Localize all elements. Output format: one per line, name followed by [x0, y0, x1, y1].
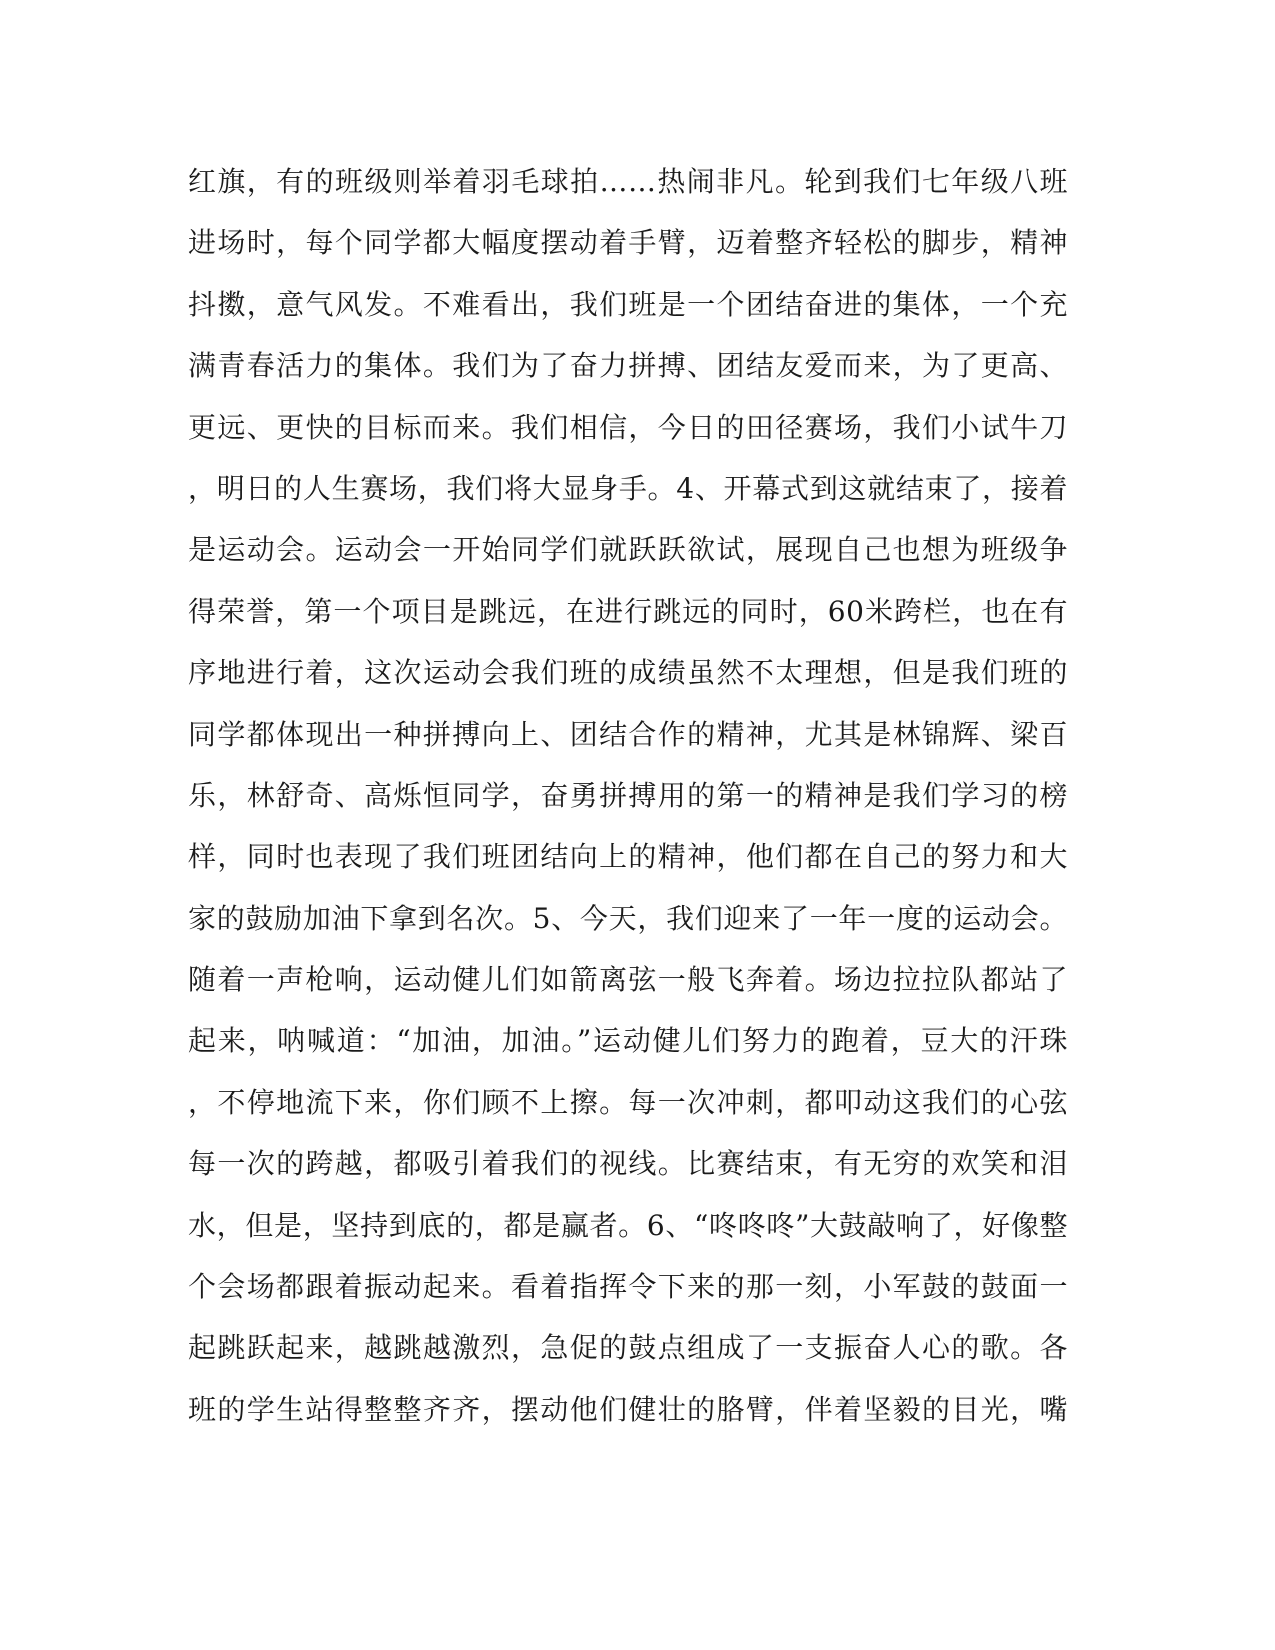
text-line: ，明日的人生赛场，我们将大显身手。4、开幕式到这就结束了，接着: [188, 471, 1068, 505]
text-line: 起跳跃起来，越跳越激烈，急促的鼓点组成了一支振奋人心的歌。各: [188, 1331, 1068, 1365]
text-line: 水，但是，坚持到底的，都是赢者。6、“咚咚咚”大鼓敲响了，好像整: [188, 1208, 1068, 1242]
text-line: 班的学生站得整整齐齐，摆动他们健壮的胳臂，伴着坚毅的目光，嘴: [188, 1392, 1068, 1426]
body-text: [188, 162, 1068, 1451]
text-line: 随着一声枪响，运动健儿们如箭离弦一般飞奔着。场边拉拉队都站了: [188, 963, 1068, 997]
text-line: 同学都体现出一种拼搏向上、团结合作的精神，尤其是林锦辉、梁百: [188, 717, 1068, 751]
text-line: 更远、更快的目标而来。我们相信，今日的田径赛场，我们小试牛刀: [188, 410, 1068, 444]
text-line: 进场时，每个同学都大幅度摆动着手臂，迈着整齐轻松的脚步，精神: [188, 226, 1068, 260]
text-line: 抖擞，意气风发。不难看出，我们班是一个团结奋进的集体，一个充: [188, 287, 1068, 321]
text-line: 乐，林舒奇、高烁恒同学，奋勇拼搏用的第一的精神是我们学习的榜: [188, 778, 1068, 812]
text-line: 起来，呐喊道：“加油，加油。”运动健儿们努力的跑着，豆大的汗珠: [188, 1024, 1068, 1058]
text-line: 红旗，有的班级则举着羽毛球拍……热闹非凡。轮到我们七年级八班: [188, 165, 1068, 198]
text-line: 每一次的跨越，都吸引着我们的视线。比赛结束，有无穷的欢笑和泪: [188, 1147, 1068, 1181]
text-line: 家的鼓励加油下拿到名次。5、今天，我们迎来了一年一度的运动会。: [188, 901, 1068, 935]
text-line: ，不停地流下来，你们顾不上擦。每一次冲刺，都叩动这我们的心弦: [188, 1085, 1068, 1119]
text-line: 样，同时也表现了我们班团结向上的精神，他们都在自己的努力和大: [188, 840, 1068, 874]
text-line: 序地进行着，这次运动会我们班的成绩虽然不太理想，但是我们班的: [188, 656, 1068, 690]
text-line: 是运动会。运动会一开始同学们就跃跃欲试，展现自己也想为班级争: [188, 533, 1068, 567]
text-line: 得荣誉，第一个项目是跳远，在进行跳远的同时，60米跨栏，也在有: [188, 594, 1068, 628]
text-line: 满青春活力的集体。我们为了奋力拼搏、团结友爱而来，为了更高、: [188, 349, 1068, 383]
text-line: 个会场都跟着振动起来。看着指挥令下来的那一刻，小军鼓的鼓面一: [188, 1270, 1068, 1304]
